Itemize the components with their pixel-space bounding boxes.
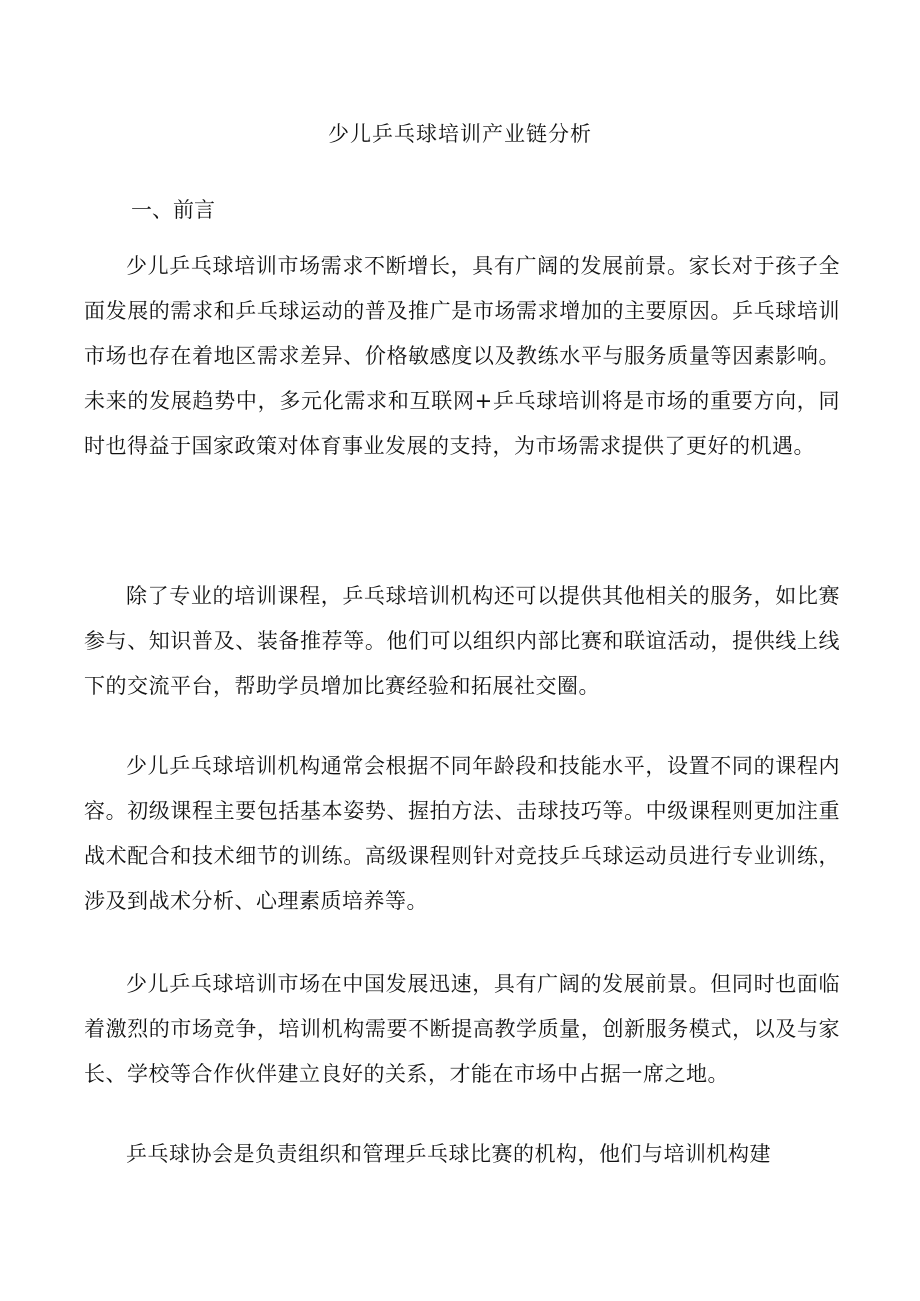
paragraph-course-levels: 少儿乒乓球培训机构通常会根据不同年龄段和技能水平，设置不同的课程内容。初级课程主要包括基本姿势、握拍方法、击球技巧等。中级课程则更加注重战术配合和技术细节的训练。高级课程则针对竞技乒乓球运动员进行专业训练，涉及到战术分析、心理素质培养等。: [84, 754, 840, 913]
document-title: 少儿乒乓球培训产业链分析: [328, 122, 592, 146]
paragraph-market-demand: 少儿乒乓球培训市场需求不断增长，具有广阔的发展前景。家长对于孩子全面发展的需求和乒乓球运动的普及推广是市场需求增加的主要原因。乒乓球培训市场也存在着地区需求差异、价格敏感度以及教练水平与服务质量等因素影响。未来的发展趋势中，多元化需求和互联网+乒乓球培训将是市场的重要方向，同时也得益于国家政策对体育事业发展的支持，为市场需求提供了更好的机遇。: [84, 254, 840, 458]
paragraph-related-services: 除了专业的培训课程，乒乓球培训机构还可以提供其他相关的服务，如比赛参与、知识普及、装备推荐等。他们可以组织内部比赛和联谊活动，提供线上线下的交流平台，帮助学员增加比赛经验和拓展社交圈。: [84, 584, 840, 698]
paragraph-association: 乒乓球协会是负责组织和管理乒乓球比赛的机构，他们与培训机构建: [126, 1142, 771, 1166]
paragraph-market-competition: 少儿乒乓球培训市场在中国发展迅速，具有广阔的发展前景。但同时也面临着激烈的市场竞争，培训机构需要不断提高教学质量，创新服务模式，以及与家长、学校等合作伙伴建立良好的关系，才能在市场中占据一席之地。: [84, 972, 840, 1086]
section-heading-preface: 一、前言: [131, 198, 215, 222]
